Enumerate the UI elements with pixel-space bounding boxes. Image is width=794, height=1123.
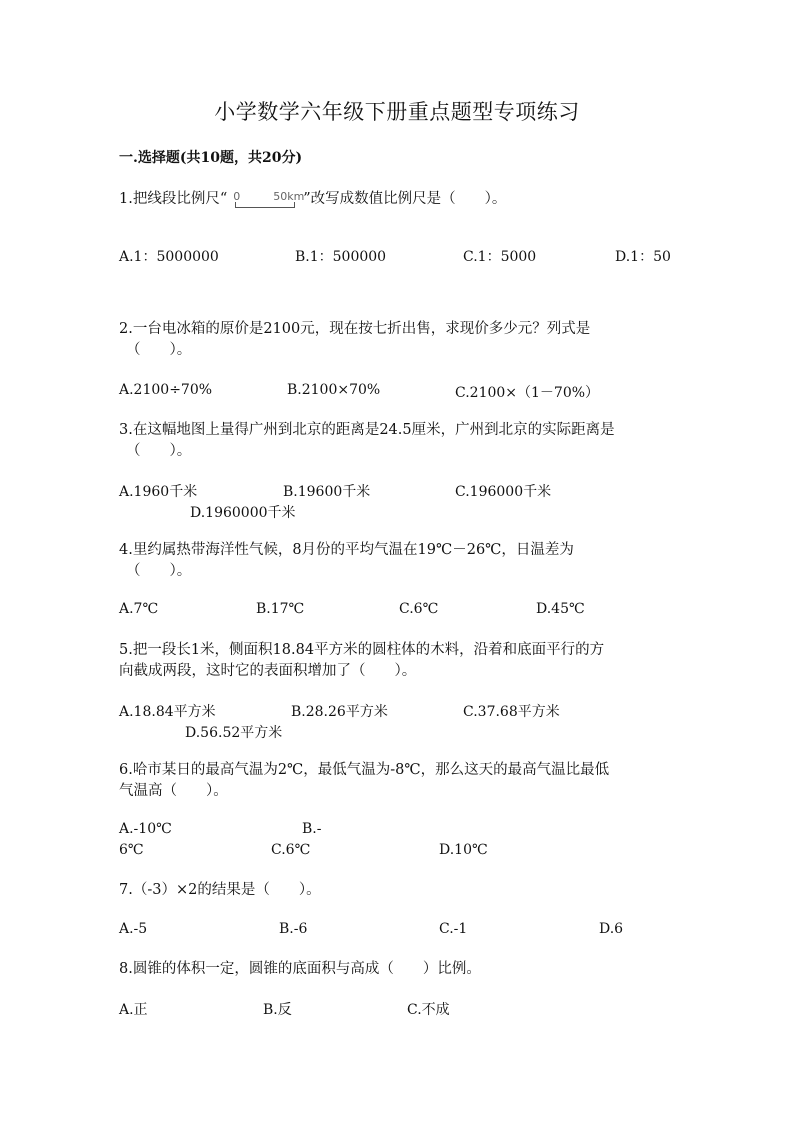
q5-option-a: A.18.84平方米 xyxy=(119,704,216,720)
q6-option-d: D.10℃ xyxy=(439,842,488,858)
q1-option-c: C.1：5000 xyxy=(463,249,537,265)
question-5-line-1: 5.把一段长1米，侧面积18.84平方米的圆柱体的木料，沿着和底面平行的方 xyxy=(119,642,605,658)
question-7: 7.（-3）×2的结果是（ ）。 xyxy=(119,882,321,898)
question-2-line-2: （ ）。 xyxy=(126,342,192,358)
q6-option-a: A.-10℃ xyxy=(119,821,172,837)
q3-option-c: C.196000千米 xyxy=(455,484,552,500)
q5-option-c: C.37.68平方米 xyxy=(463,704,560,720)
q5-option-d: D.56.52平方米 xyxy=(185,725,283,741)
question-8: 8.圆锥的体积一定，圆锥的底面积与高成（ ）比例。 xyxy=(119,961,481,977)
section-heading: 一.选择题(共10题，共20分) xyxy=(119,150,303,166)
q3-option-b: B.19600千米 xyxy=(283,484,371,500)
q6-option-b-part-2: 6℃ xyxy=(119,842,144,858)
question-1-suffix: ”改写成数值比例尺是（ ）。 xyxy=(303,191,507,207)
q7-option-a: A.-5 xyxy=(119,921,148,937)
q1-option-d: D.1：50 xyxy=(615,249,671,265)
q1-option-a: A.1：5000000 xyxy=(119,249,219,265)
q7-option-b: B.-6 xyxy=(279,921,308,937)
q4-option-a: A.7℃ xyxy=(119,601,159,617)
q4-option-c: C.6℃ xyxy=(399,601,439,617)
q2-option-a: A.2100÷70% xyxy=(119,382,213,398)
q4-option-d: D.45℃ xyxy=(536,601,585,617)
page-title: 小学数学六年级下册重点题型专项练习 xyxy=(214,100,580,124)
question-6-line-1: 6.哈市某日的最高气温为2℃，最低气温为-8℃，那么这天的最高气温比最低 xyxy=(119,762,610,778)
q6-option-c: C.6℃ xyxy=(271,842,311,858)
q8-option-a: A.正 xyxy=(119,1002,148,1018)
scale-bar xyxy=(235,202,295,208)
q2-option-c: C.2100×（1－70%） xyxy=(455,385,600,401)
question-3-line-2: （ ）。 xyxy=(126,443,192,459)
question-5-line-2: 向截成两段，这时它的表面积增加了（ ）。 xyxy=(119,663,417,679)
question-1 xyxy=(119,186,506,212)
question-4-line-1: 4.里约属热带海洋性气候，8月份的平均气温在19℃－26℃，日温差为 xyxy=(119,542,574,558)
question-6-line-2: 气温高（ ）。 xyxy=(119,783,228,799)
q8-option-b: B.反 xyxy=(263,1002,292,1018)
question-2-line-1: 2.一台电冰箱的原价是2100元，现在按七折出售，求现价多少元？列式是 xyxy=(119,321,591,337)
q8-option-c: C.不成 xyxy=(407,1002,450,1018)
q7-option-d: D.6 xyxy=(599,921,624,937)
q7-option-c: C.-1 xyxy=(439,921,468,937)
q1-option-b: B.1：500000 xyxy=(295,249,387,265)
line-scale-figure xyxy=(229,186,305,212)
question-3-line-1: 3.在这幅地图上量得广州到北京的距离是24.5厘米，广州到北京的实际距离是 xyxy=(119,422,615,438)
q2-option-b: B.2100×70% xyxy=(287,382,381,398)
question-1-prefix: 1.把线段比例尺“ xyxy=(119,191,228,207)
scale-right-label: 50km xyxy=(273,190,305,203)
scale-left-label: 0 xyxy=(233,190,241,203)
q3-option-a: A.1960千米 xyxy=(119,484,198,500)
q4-option-b: B.17℃ xyxy=(256,601,305,617)
q5-option-b: B.28.26平方米 xyxy=(291,704,388,720)
q3-option-d: D.1960000千米 xyxy=(190,505,296,521)
q6-option-b-part-1: B.- xyxy=(302,821,322,837)
question-4-line-2: （ ）。 xyxy=(126,563,192,579)
